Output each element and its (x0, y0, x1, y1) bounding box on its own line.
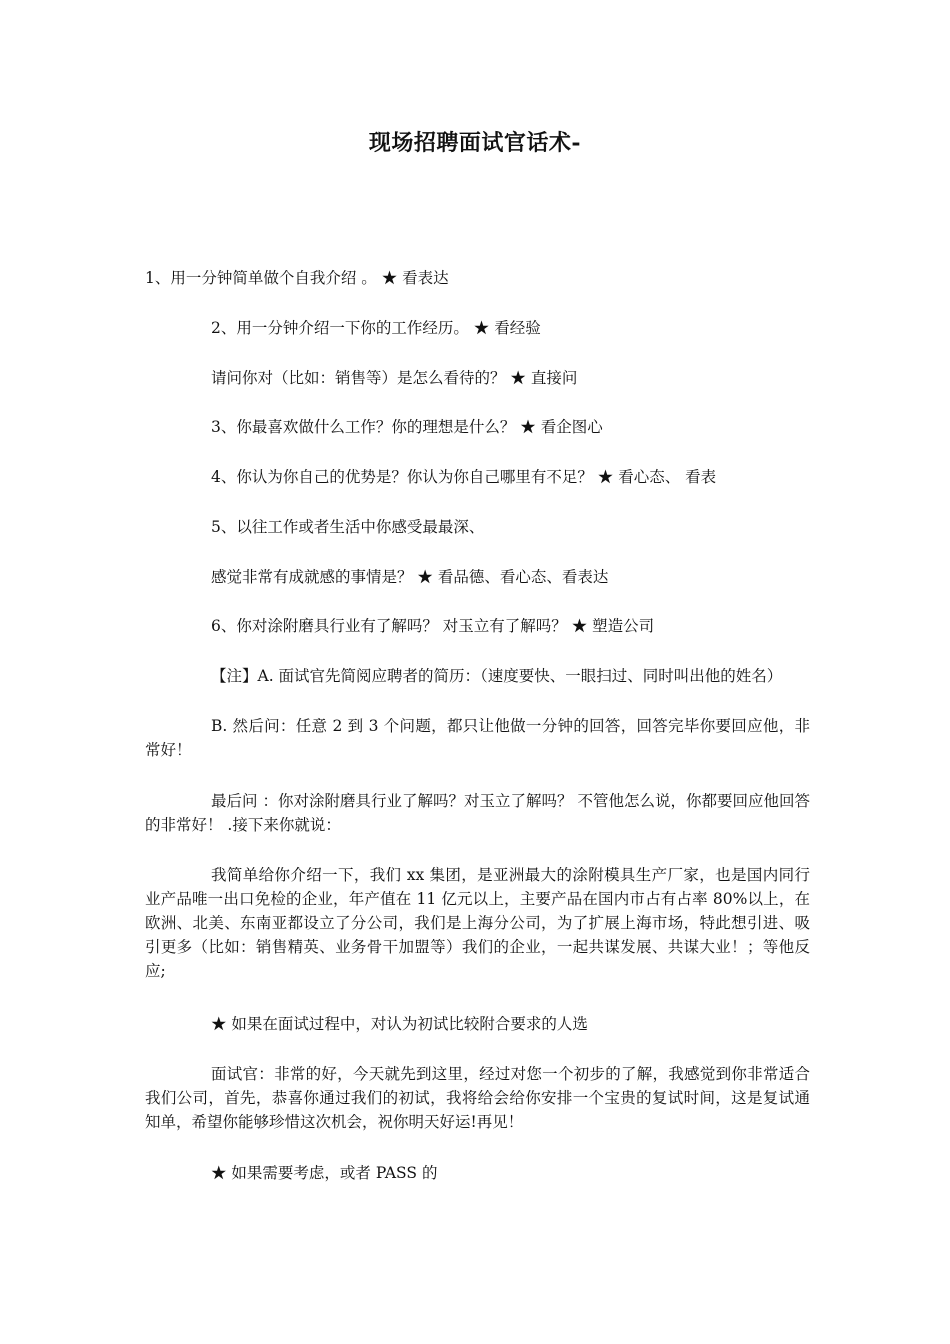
question-2-followup: 请问你对（比如：销售等）是怎么看待的？ ★ 直接问 (211, 369, 578, 387)
company-introduction: 我简单给你介绍一下，我们 xx 集团，是亚洲最大的涂附模具生产厂家，也是国内同行业产品唯一出口免检的企业，年产值在 11 亿元以上，主要产品在国内市占有占率 80%以上，在欧洲、北美、东南亚都设立了分公司，我们是上海分公司，为了扩展上海市场，特此想引进、吸引更多（比如：销售精英、业务骨干加盟等）我们的企业，一起共谋发展、共谋大业！；等他反应; (145, 866, 810, 980)
qualified-candidate-script: 面试官：非常的好，今天就先到这里，经过对您一个初步的了解，我感觉到你非常适合我们公司，首先，恭喜你通过我们的初试，我将给会给你安排一个宝贵的复试时间，这是复试通知单，希望你能够珍惜这次机会，祝你明天好运!再见！ (145, 1065, 810, 1131)
final-question: 最后问 ：你对涂附磨具行业了解吗？对玉立了解吗？ 不管他怎么说，你都要回应他回答的非常好！ .接下来你就说： (145, 792, 810, 834)
document-title: 现场招聘面试官话术- (368, 130, 582, 156)
question-1: 1、用一分钟简单做个自我介绍 。 ★ 看表达 (145, 269, 449, 287)
question-5-continued: 感觉非常有成就感的事情是？ ★ 看品德、看心态、看表达 (211, 568, 609, 586)
question-4: 4、你认为你自己的优势是？你认为你自己哪里有不足？ ★ 看心态、 看表 (211, 468, 717, 486)
pass-candidate-heading: ★ 如果需要考虑，或者 PASS 的 (211, 1164, 438, 1182)
question-5: 5、以往工作或者生活中你感受最最深、 (211, 518, 485, 536)
note-a: 【注】A. 面试官先简阅应聘者的简历：（速度要快、一眼扫过、同时叫出他的姓名） (211, 667, 783, 685)
question-3: 3、你最喜欢做什么工作？你的理想是什么？ ★ 看企图心 (211, 418, 603, 436)
question-2: 2、用一分钟介绍一下你的工作经历。 ★ 看经验 (211, 319, 541, 337)
question-6: 6、你对涂附磨具行业有了解吗？ 对玉立有了解吗？ ★ 塑造公司 (211, 617, 655, 635)
note-b: B. 然后问：任意 2 到 3 个问题，都只让他做一分钟的回答，回答完毕你要回应他，非常好！ (145, 717, 810, 759)
qualified-candidate-heading: ★ 如果在面试过程中，对认为初试比较附合要求的人选 (211, 1015, 588, 1033)
